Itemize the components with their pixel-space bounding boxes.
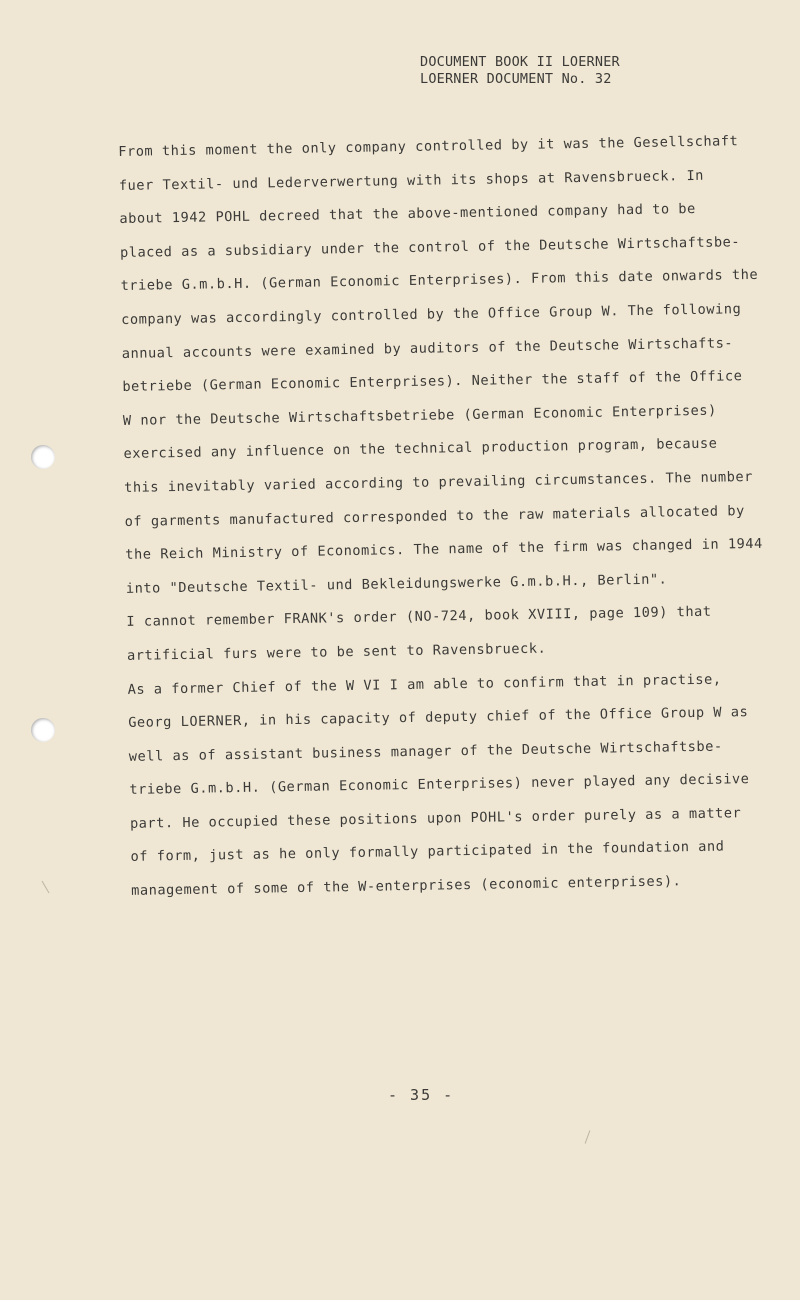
punch-hole [31, 445, 55, 469]
body-line: well as of assistant business manager of the Deutsche Wirtschaftsbe- [128, 738, 723, 765]
body-line: management of some of the W-enterprises (economic enterprises). [131, 873, 682, 899]
body-line: W nor the Deutsche Wirtschaftsbetriebe (German Economic Enterprises) [122, 402, 717, 429]
body-line: this inevitably varied according to prevailing circumstances. The number [124, 468, 754, 496]
body-line: exercised any influence on the technical production program, because [123, 435, 718, 463]
body-line: the Reich Ministry of Economics. The name of the firm was changed in 1944 [125, 535, 763, 564]
body-line: of form, just as he only formally participated in the foundation and [130, 838, 725, 866]
body-line: part. He occupied these positions upon POHL's order purely as a matter [129, 805, 742, 832]
header-line-1: DOCUMENT BOOK II LOERNER [420, 54, 620, 70]
punch-hole [31, 718, 55, 742]
body-line: into "Deutsche Textil- und Bekleidungswerke G.m.b.H., Berlin". [125, 571, 668, 597]
body-line: about 1942 POHL decreed that the above-mentioned company had to be [119, 201, 696, 228]
body-line: As a former Chief of the W VI I am able to confirm that in practise, [127, 671, 722, 698]
body-line: placed as a subsidiary under the control of the Deutsche Wirtschaftsbe- [119, 233, 741, 261]
body-line: triebe G.m.b.H. (German Economic Enterprises). From this date onwards the [120, 267, 759, 295]
header-line-2: LOERNER DOCUMENT No. 32 [420, 71, 612, 87]
body-line: I cannot remember FRANK's order (NO-724, book XVIII, page 109) that [126, 604, 712, 631]
page-number: - 35 - [388, 1086, 455, 1104]
body-line: betriebe (German Economic Enterprises). Neither the staff of the Office [122, 368, 743, 396]
body-line: annual accounts were examined by auditors of the Deutsche Wirtschafts- [121, 334, 734, 362]
body-line: of garments manufactured corresponded to the raw materials allocated by [124, 502, 745, 530]
body-line: From this moment the only company controlled by it was the Gesellschaft [118, 133, 739, 160]
body-line: company was accordingly controlled by the Office Group W. The following [121, 301, 742, 328]
body-line: artificial furs were to be sent to Ravensbrueck. [126, 640, 547, 664]
body-line: fuer Textil- und Lederverwertung with its shops at Ravensbrueck. In [118, 167, 705, 194]
paper-mark [42, 881, 50, 894]
paper-mark [585, 1130, 591, 1143]
document-body [118, 125, 763, 908]
body-line: triebe G.m.b.H. (German Economic Enterprises) never played any decisive [129, 771, 750, 799]
document-header [420, 54, 620, 88]
body-line: Georg LOERNER, in his capacity of deputy chief of the Office Group W as [128, 704, 749, 732]
